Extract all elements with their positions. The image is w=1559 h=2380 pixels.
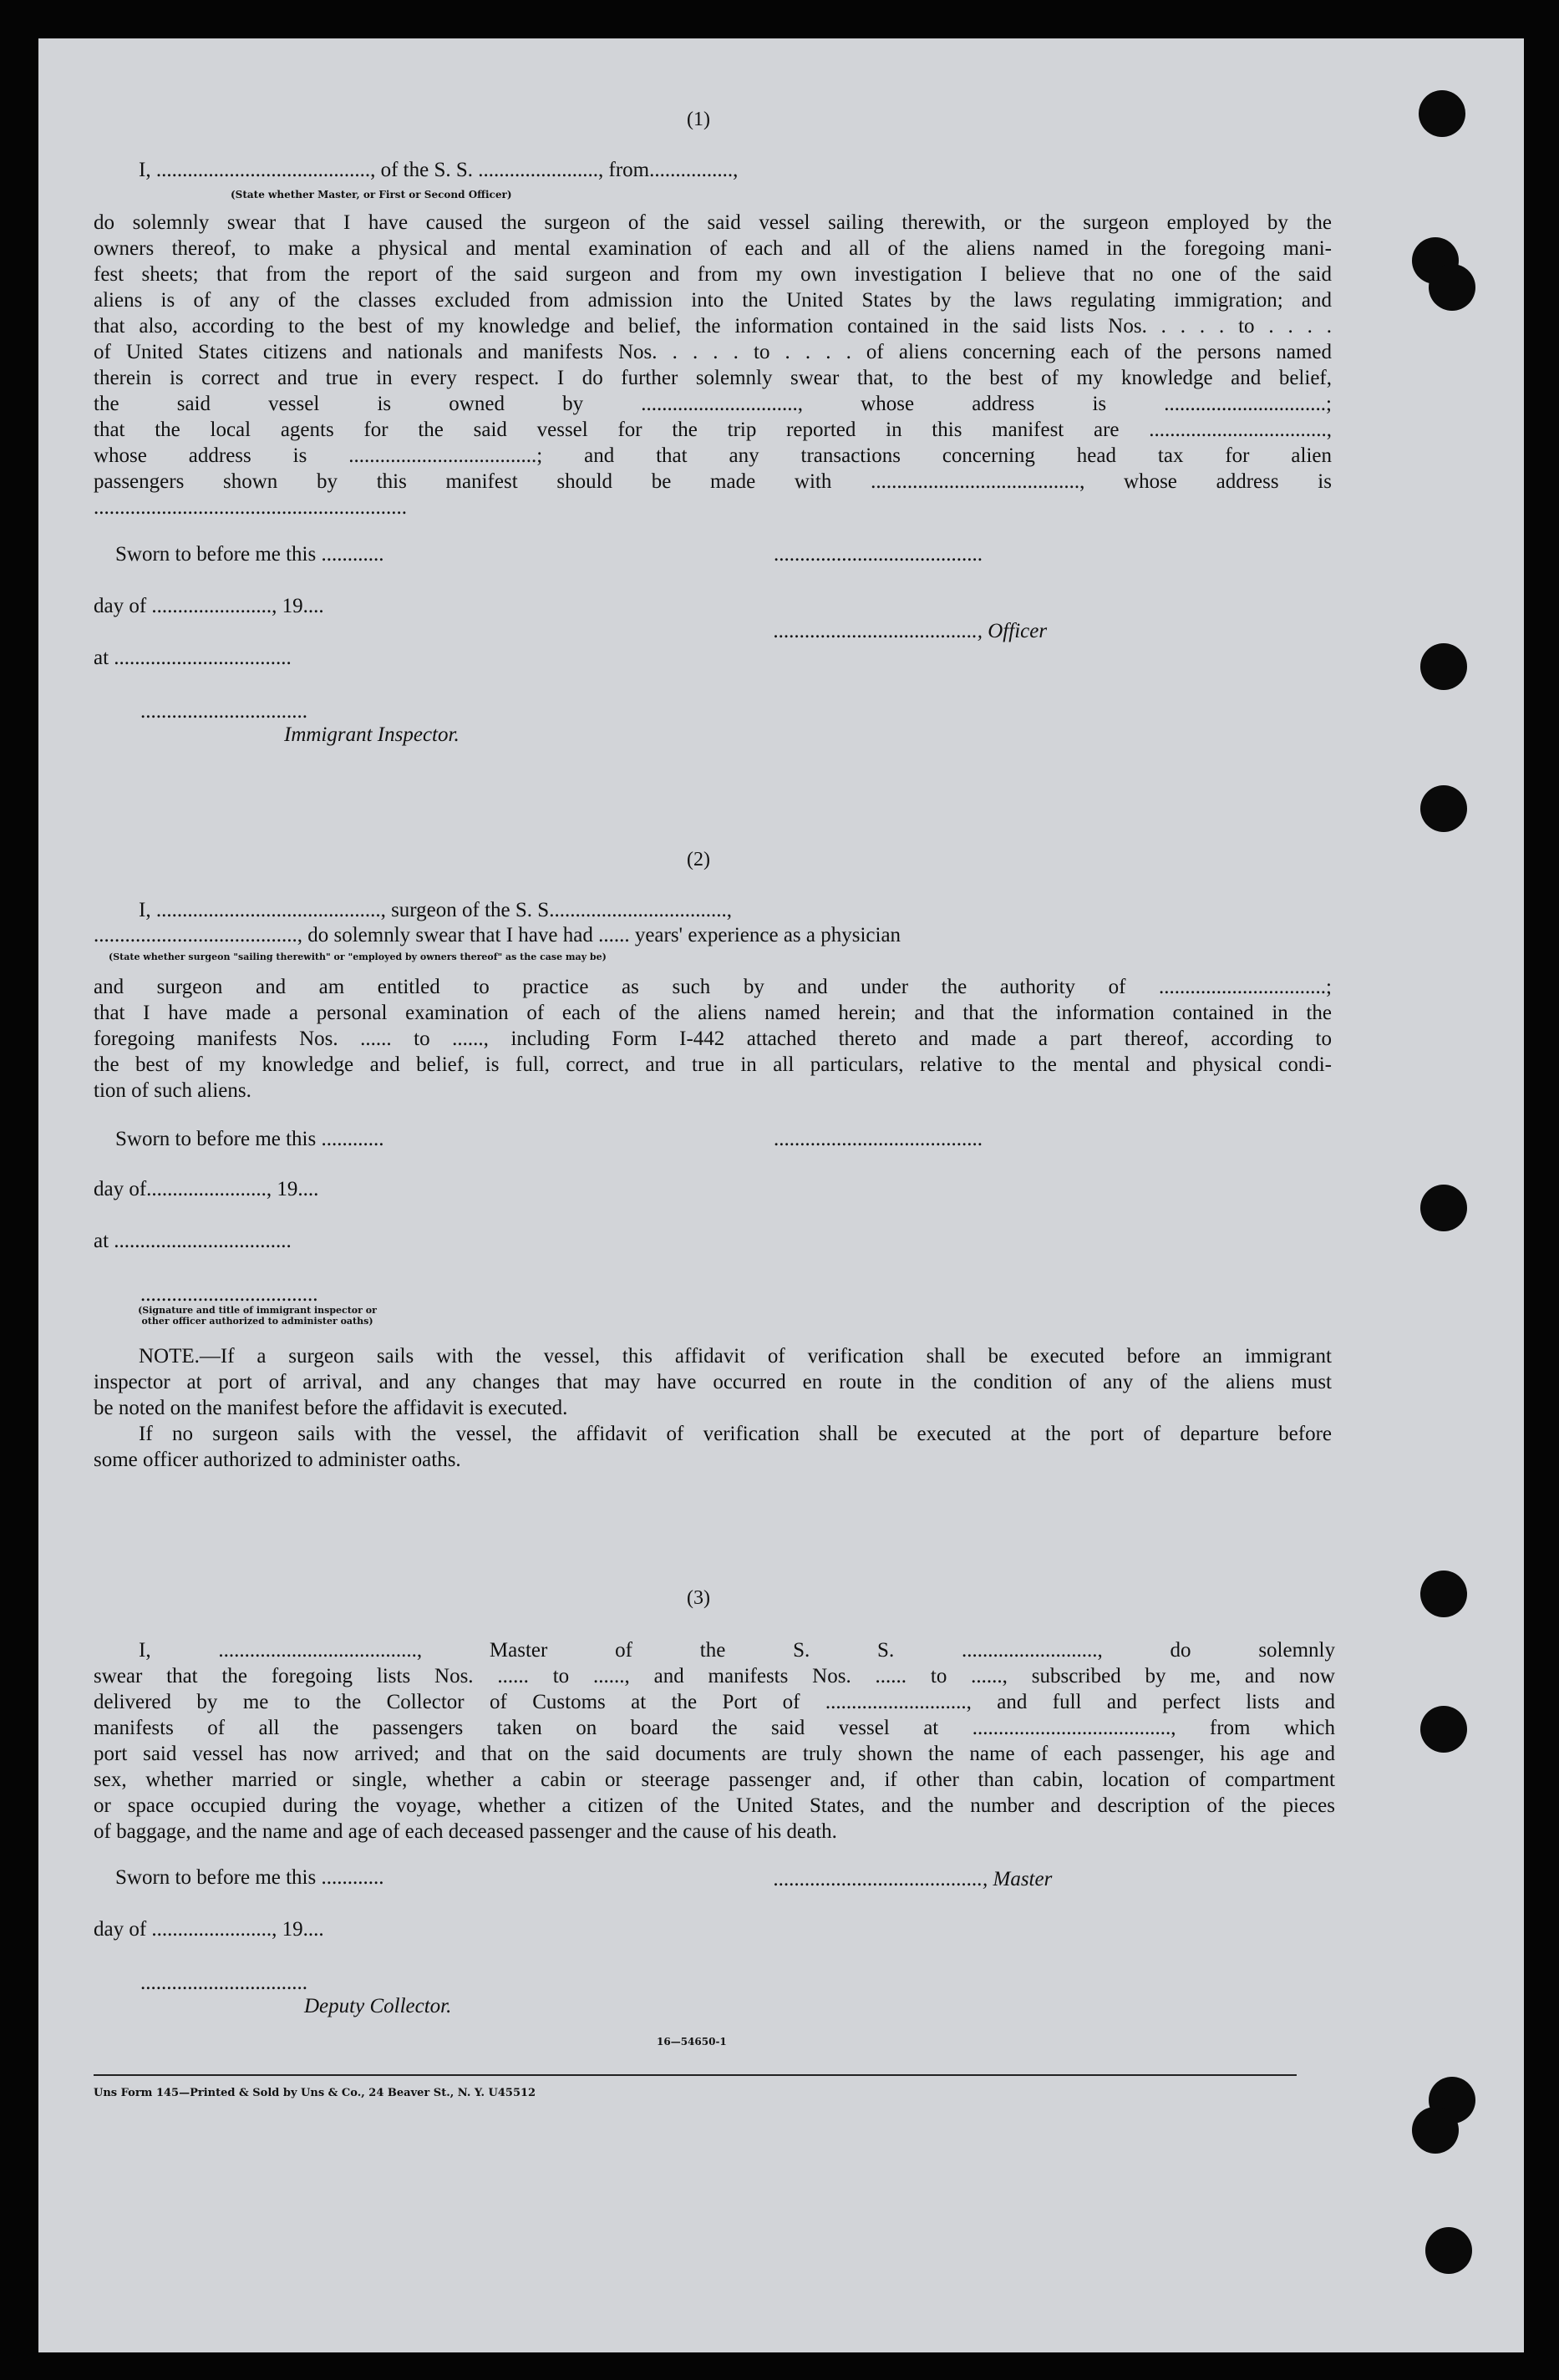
body-line: owners thereof, to make a physical and mental examination of each and all of the aliens named in the foregoing mani- (94, 237, 1332, 260)
binder-hole (1420, 785, 1467, 832)
form-number: 16—54650-1 (657, 2036, 727, 2048)
section-1-body (94, 210, 1332, 520)
body-line: that also, according to the best of my knowledge and belief, the information contained in the said lists Nos. . . . . to . . . . (94, 315, 1332, 337)
document-page (38, 38, 1524, 2352)
section-1-oath-note: (State whether Master, or First or Second Officer) (231, 189, 512, 200)
printer-imprint: Uns Form 145—Printed & Sold by Uns & Co., 24 Beaver St., N. Y. U45512 (94, 2087, 536, 2099)
section-2-sworn: Sworn to before me this ............ (115, 1128, 384, 1150)
body-line: I, ......................................, Master of the S. S. .........................., do solemnly (139, 1639, 1335, 1662)
note-line: NOTE.—If a surgeon sails with the vessel, this affidavit of verification shall be executed before an immigrant (139, 1345, 1332, 1368)
section-1-heading: (1) (687, 109, 710, 130)
section-2-oath-note: (State whether surgeon "sailing therewith" or "employed by owners thereof" as the case may be) (109, 951, 607, 962)
body-line: the best of my knowledge and belief, is full, correct, and true in all particulars, relative to the mental and physical condi- (94, 1053, 1332, 1076)
body-line: delivered by me to the Collector of Customs at the Port of ..........................., and full and perfect lists and (94, 1691, 1335, 1713)
body-line: swear that the foregoing lists Nos. ...... to ......, and manifests Nos. ...... to ......, subscribed by me, and now (94, 1665, 1335, 1687)
section-2-right-dots: ........................................ (774, 1128, 983, 1150)
body-line: that I have made a personal examination of each of the aliens named herein; and that the information contained in the (94, 1002, 1332, 1024)
binder-hole (1412, 2107, 1459, 2154)
body-line: aliens is of any of the classes excluded from admission into the United States by the laws regulating immigration; and (94, 289, 1332, 312)
body-line: of United States citizens and nationals and manifests Nos. . . . . to . . . . of aliens concerning each of the persons named (94, 341, 1332, 363)
note-paragraph-2 (94, 1421, 1332, 1473)
note-line: some officer authorized to administer oaths. (94, 1449, 461, 1471)
binder-hole (1420, 1706, 1467, 1753)
section-1-day: day of ......................., 19.... (94, 595, 324, 617)
body-line: or space occupied during the voyage, whether a citizen of the United States, and the number and description of the pieces (94, 1794, 1335, 1817)
section-3-heading: (3) (687, 1587, 710, 1609)
body-line: tion of such aliens. (94, 1079, 251, 1102)
binder-hole (1419, 90, 1465, 137)
body-line: do solemnly swear that I have caused the surgeon of the said vessel sailing therewith, or the surgeon employed by the (94, 211, 1332, 234)
section-1-paragraph (94, 210, 1332, 520)
section-3-day: day of ......................., 19.... (94, 1918, 324, 1941)
section-3-collector-dots: ................................ (140, 1971, 307, 1994)
section-2-sig-note: (Signature and title of immigrant inspector or other officer authorized to administer oaths) (138, 1305, 377, 1327)
note-line: inspector at port of arrival, and any changes that may have occurred en route in the condition of any of the aliens must (94, 1371, 1332, 1393)
body-line: whose address is ....................................; and that any transactions concerning head tax for alien (94, 444, 1332, 467)
section-1-sig-dots: ........................................ (774, 543, 983, 566)
section-2-oath-line-2: ......................................., do solemnly swear that I have had ...... years' experience as a physician (94, 924, 901, 946)
section-3-body (94, 1637, 1335, 1845)
section-2-day: day of......................., 19.... (94, 1178, 319, 1200)
body-line: fest sheets; that from the report of the said surgeon and from my own investigation I believe that no one of the said (94, 263, 1332, 286)
section-2-heading: (2) (687, 849, 710, 870)
section-1-sworn: Sworn to before me this ............ (115, 543, 384, 566)
section-3-collector-label: Deputy Collector. (304, 1995, 452, 2017)
section-2-body (94, 974, 1332, 1104)
section-3-sworn: Sworn to before me this ............ (115, 1866, 384, 1889)
binder-hole (1420, 643, 1467, 690)
body-line: foregoing manifests Nos. ...... to ......, including Form I-442 attached thereto and made a part thereof, according to (94, 1028, 1332, 1050)
body-line: and surgeon and am entitled to practice as such by and under the authority of ................................; (94, 976, 1332, 998)
body-line: port said vessel has now arrived; and that on the said documents are truly shown the name of each passenger, his age and (94, 1743, 1335, 1765)
body-line: that the local agents for the said vessel for the trip reported in this manifest are .................................., (94, 419, 1332, 441)
body-line: passengers shown by this manifest should be made with ........................................, whose address is (94, 470, 1332, 493)
body-line: of baggage, and the name and age of each deceased passenger and the cause of his death. (94, 1820, 837, 1843)
section-2-sig-dots: .................................. (140, 1283, 318, 1306)
section-2-oath-line-1: I, ..........................................., surgeon of the S. S.................................., (139, 899, 732, 921)
body-line: the said vessel is owned by .............................., whose address is ...............................; (94, 393, 1332, 415)
section-1-at: at .................................. (94, 647, 292, 669)
binder-hole (1425, 2227, 1472, 2274)
section-2-note (94, 1343, 1332, 1473)
binder-hole (1420, 1185, 1467, 1231)
note-line: be noted on the manifest before the affidavit is executed. (94, 1397, 568, 1419)
binder-hole (1429, 264, 1475, 311)
note-line: If no surgeon sails with the vessel, the affidavit of verification shall be executed at the port of departure before (139, 1423, 1332, 1445)
section-1-inspector-label: Immigrant Inspector. (284, 723, 460, 746)
section-2-paragraph (94, 974, 1332, 1104)
footer-rule (94, 2074, 1297, 2076)
section-3-master: ........................................, Master (774, 1868, 1053, 1890)
body-line: manifests of all the passengers taken on board the said vessel at ......................................, from which (94, 1717, 1335, 1739)
note-paragraph-1 (94, 1343, 1332, 1421)
section-1-inspector-dots: ................................ (140, 700, 307, 723)
body-line: ............................................................ (94, 496, 407, 519)
section-1-oath-line: I, ........................................., of the S. S. ......................., from................, (139, 159, 739, 181)
section-1-officer: ......................................., Officer (774, 620, 1048, 642)
section-3-paragraph (94, 1637, 1335, 1845)
binder-hole (1420, 1571, 1467, 1617)
body-line: sex, whether married or single, whether a cabin or steerage passenger and, if other than cabin, location of compartment (94, 1769, 1335, 1791)
body-line: therein is correct and true in every respect. I do further solemnly swear that, to the best of my knowledge and belief, (94, 367, 1332, 389)
section-2-at: at .................................. (94, 1230, 292, 1252)
